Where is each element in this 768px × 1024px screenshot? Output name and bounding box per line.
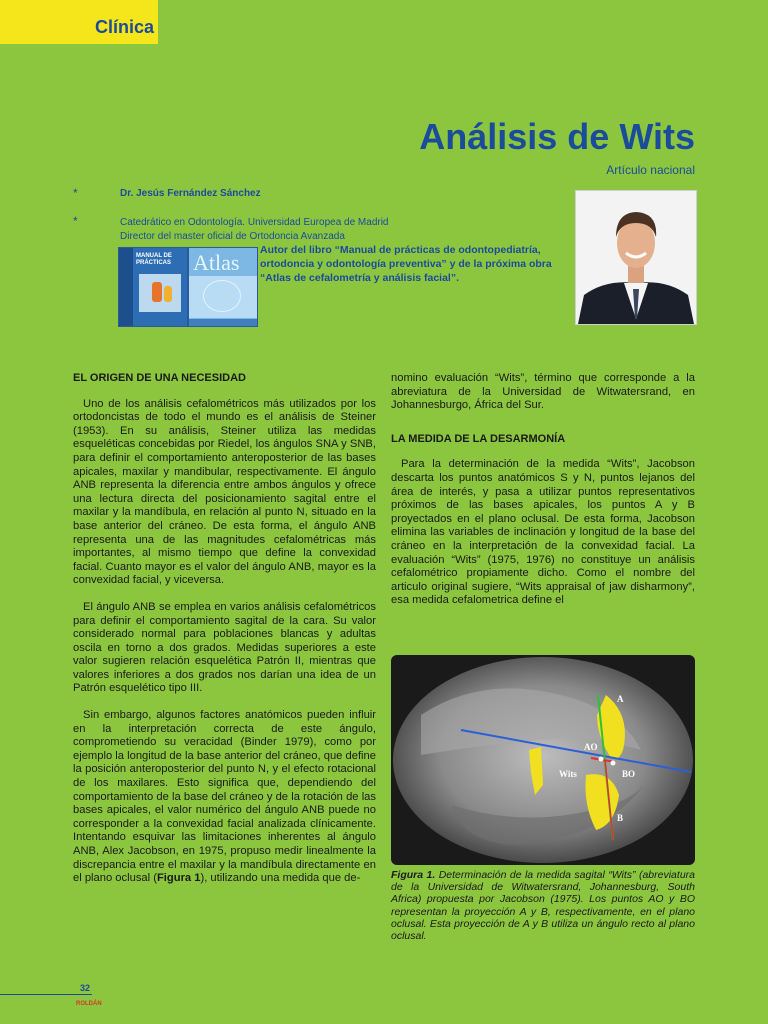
- article-title: Análisis de Wits: [419, 116, 695, 157]
- paragraph: [73, 709, 376, 886]
- publisher-logo: ROLDÁN: [76, 1001, 102, 1007]
- atlas-cover-title: Atlas: [193, 250, 240, 275]
- article-type: Artículo nacional: [606, 163, 695, 177]
- label-b: B: [617, 813, 624, 823]
- label-ao: AO: [584, 742, 598, 752]
- figure-xray: [391, 655, 695, 865]
- paragraph-text: ), utilizando una medida que de-: [200, 872, 361, 885]
- page-number: 32: [80, 983, 91, 993]
- manual-book-cover: [118, 247, 188, 327]
- manual-cover-title: MANUAL DE PRÁCTICAS: [136, 253, 172, 266]
- author-name: Dr. Jesús Fernández Sánchez: [120, 188, 261, 199]
- label-wits: Wits: [559, 769, 577, 779]
- atlas-book-cover: [188, 247, 258, 327]
- caption-text: Determinación de la medida sagital “Wits” (abreviatura de la Universidad de Witwatersrand, Johannesburg, South Africa) propuesta por Jacobson (1975). Los puntos AO y BO representan la proyección A y B, respectivamente, en el plano oclusal. Esta proyección de A y B utiliza un ángulo recto al plano oclusal.: [391, 869, 695, 943]
- author-photo-illustration: [576, 191, 696, 324]
- section-label: Clínica: [95, 17, 155, 37]
- xray-illustration: [391, 655, 695, 865]
- figure-reference: Figura 1: [156, 872, 201, 885]
- paragraph: nomino evaluación “Wits”, término que corresponde a la abreviatura de la Universidad de Witwatersrand, en Johannesburgo, África del Sur.: [391, 372, 695, 412]
- column-right: [391, 372, 695, 621]
- affiliation-bullet: *: [73, 214, 78, 228]
- column-left: [73, 372, 376, 899]
- heading-origin: EL ORIGEN DE UNA NECESIDAD: [73, 372, 246, 384]
- paragraph: Para la determinación de la medida “Wits”, Jacobson descarta los puntos anatómicos S y N, puntos lejanos del área de interés, y pasa a utilizar puntos representativos próximos de las bases apicales, los puntos A y B proyectados en el plano oclusal. De esta forma, Jacobson elimina las variables de inclinación y longitud de la base del cráneo en la interpretación de la convexidad facial. La evaluación “Wits” (1975, 1976) no constituye un análisis cefalométrico propiamente dicho. Como el nombre del articulo original sugiere, “Wits appraisal of jaw disharmony”, esa medida cefalometrica define el: [391, 458, 695, 607]
- heading-disharmony: LA MEDIDA DE LA DESARMONÍA: [391, 432, 566, 445]
- affiliation-line-2: Director del master oficial de Ortodoncia Avanzada: [120, 231, 345, 242]
- paragraph: El ángulo ANB se emplea en varios análisis cefalométricos para definir el comportamiento sagital de la cara. Su valor considerado normal para poblaciones blancas y adultas oscila en torno a dos grados. Medidas superiores a este valor sugieren relación esquelética Patrón II, mientras que valores inferiores a dos grados nos darían una idea de un Patrón esquelético tipo III.: [73, 600, 376, 695]
- paragraph: Uno de los análisis cefalométricos más utilizados por los ortodoncistas de todo el mundo es el análisis de Steiner (1953). En su análisis, Steiner utiliza las medidas esqueléticas concebidas por Riedel, los ángulos SNA y SNB, para definir el comportamiento anteroposterior de las bases apicales, maxilar y mandibular, respectivamente. El ángulo ANB representa la diferencia entre ambos ángulos y ofrece una lectura directa del posicionamiento sagital entre el maxilar y la mandíbula, en relación al punto N, situado en la base anterior del cráneo. De esta forma, el ángulo ANB representa una de las magnitudes cefalométricas más importantes, al mismo tiempo que define la convexidad facial. Cuanto mayor es el valor del ángulo ANB, mayor es la convexidad facial, y viceversa.: [73, 397, 376, 587]
- label-bo: BO: [622, 769, 636, 779]
- footer-rule: [0, 994, 92, 995]
- paragraph-text: Sin embargo, algunos factores anatómicos pueden influir en la interpretación correcta de este ángulo, comprometiendo su veracidad (Binder 1979), como por ejemplo la longitud de la base anterior del cráneo, que define la posición anteroposterior del punto N, y el efecto rotacional de los maxilares. Esto significa que, dependiendo del comportamiento de la base del cráneo y de la rotación de las bases apicales, el valor numérico del ángulo ANB puede no corresponder a la convexidad facial analizada clínicamente. Intentando esquivar las limitaciones inherentes al ángulo ANB, Alex Jacobson, en 1975, propuso medir linealmente la discrepancia entre el maxilar y la mandíbula directamente en el plano oclusal (: [73, 709, 376, 885]
- affiliation-line-1: Catedrático en Odontología. Universidad Europea de Madrid: [120, 217, 389, 228]
- figure-caption: [391, 869, 695, 942]
- author-bullet: *: [73, 186, 78, 200]
- author-photo: [575, 190, 697, 325]
- caption-label: Figura 1.: [391, 869, 436, 881]
- book-note: Autor del libro “Manual de prácticas de odontopediatría, ortodoncia y odontología preventiva” y de la próxima obra “Atlas de cefalometría y análisis facial”.: [260, 244, 552, 284]
- label-a: A: [617, 694, 624, 704]
- author-affiliation: [120, 216, 389, 244]
